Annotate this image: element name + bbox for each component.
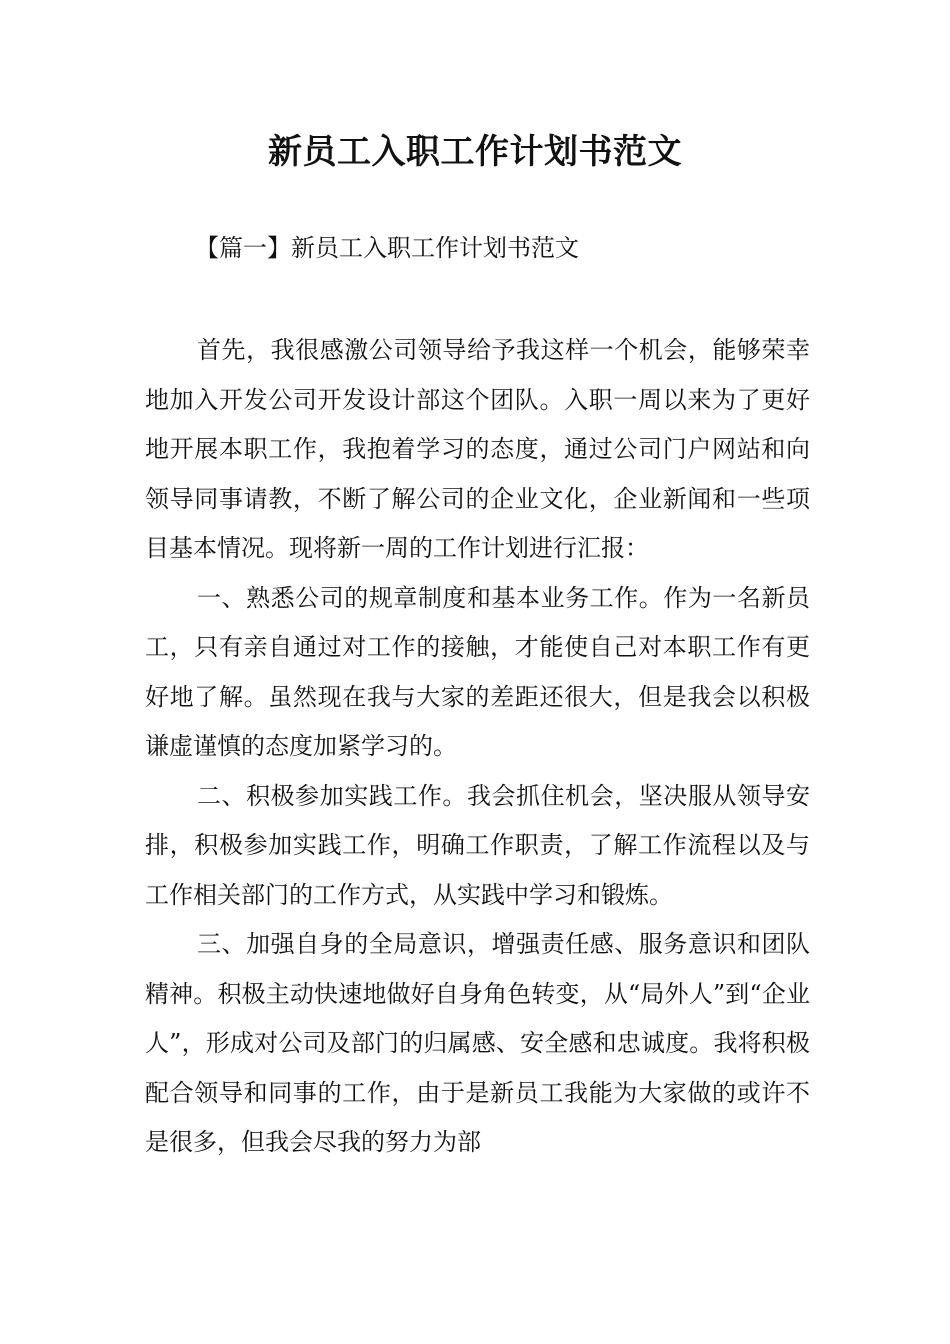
document-title: 新员工入职工作计划书范文 <box>268 132 682 172</box>
section-heading: 【篇一】新员工入职工作计划书范文 <box>195 234 579 262</box>
paragraph-item-2: 二、积极参加实践工作。我会抓住机会，坚决服从领导安排，积极参加实践工作，明确工作职责，了解工作流程以及与工作相关部门的工作方式，从实践中学习和锻炼。 <box>145 781 810 909</box>
paragraph-item-1: 一、熟悉公司的规章制度和基本业务工作。作为一名新员工，只有亲自通过对工作的接触，才能使自己对本职工作有更好地了解。虽然现在我与大家的差距还很大，但是我会以积极谦虚谨慎的态度加紧学习的。 <box>145 583 810 760</box>
paragraph-item-3: 三、加强自身的全局意识，增强责任感、服务意识和团队精神。积极主动快速地做好自身角色转变，从“局外人”到“企业人”，形成对公司及部门的归属感、安全感和忠诚度。我将积极配合领导和同事的工作，由于是新员工我能为大家做的或许不是很多，但我会尽我的努力为部 <box>145 930 810 1156</box>
paragraph-intro: 首先，我很感激公司领导给予我这样一个机会，能够荣幸地加入开发公司开发设计部这个团队。入职一周以来为了更好地开展本职工作，我抱着学习的态度，通过公司门户网站和向领导同事请教，不断了解公司的企业文化，企业新闻和一些项目基本情况。现将新一周的工作计划进行汇报： <box>145 336 810 562</box>
document-body <box>145 326 810 1168</box>
